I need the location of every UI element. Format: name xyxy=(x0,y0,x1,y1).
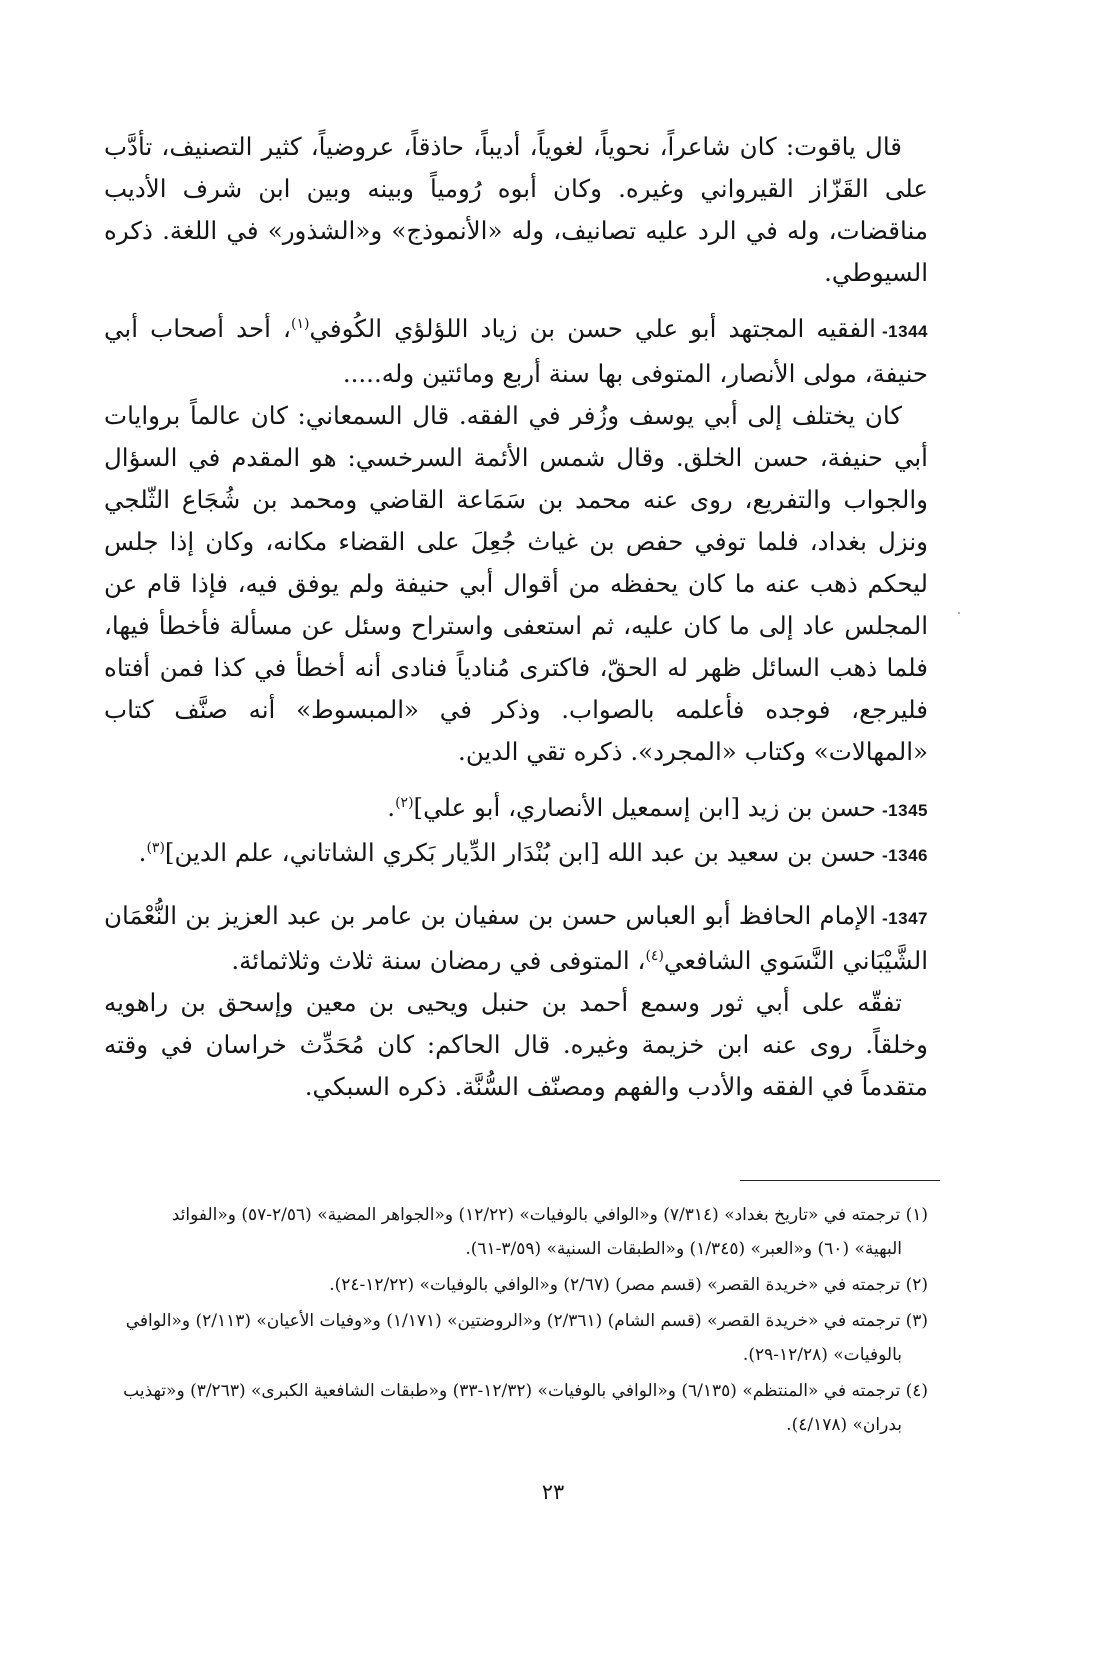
main-text xyxy=(104,126,928,1108)
paragraph-intro: قال ياقوت: كان شاعراً، نحوياً، لغوياً، أديباً، حاذقاً، عروضياً، كثير التصنيف، تأدَّب على القَزّاز القيرواني وغيره. وكان أبوه رُومياً وبينه وبين ابن شرف الأديب مناقضات، وله في الرد عليه تصانيف، وله «الأنموذج» و«الشذور» في اللغة. ذكره السيوطي. xyxy=(104,132,928,287)
footnote-2 xyxy=(104,1268,928,1302)
footnotes xyxy=(104,1198,928,1444)
entry-heading: حسن بن سعيد بن عبد الله [ابن بُنْدَار الدِّيار بَكري الشاتاني، علم الدين] xyxy=(164,838,876,867)
footnote-ref[interactable]: (٤) xyxy=(645,947,664,964)
entry-1347 xyxy=(104,895,928,982)
footnote-4 xyxy=(104,1374,928,1442)
footnote-3-continuation: بالوفيات» (١٢/٢٨-٢٩). xyxy=(742,1345,902,1365)
entry-heading: حسن بن زيد [ابن إسمعيل الأنصاري، أبو علي] xyxy=(413,793,876,822)
entry-1344 xyxy=(104,308,928,395)
footnote-4-continuation: بدران» (٤/١٧٨). xyxy=(786,1415,902,1435)
entry-1345 xyxy=(104,787,928,832)
entry-number: 1347 - xyxy=(882,898,928,940)
entry-heading: الإمام الحافظ أبو العباس حسن بن سفيان بن عامر بن عبد العزيز بن النُّعْمَان الشَّيْبَاني النَّسَوي الشافعي xyxy=(104,901,928,975)
footnote-ref[interactable]: (٣) xyxy=(146,839,165,856)
entry-1346 xyxy=(104,832,928,877)
footnote-ref[interactable]: (٢) xyxy=(395,794,414,811)
entry-heading-rest: ، أحد أصحاب أبي حنيفة، مولى الأنصار، المتوفى بها سنة أربع ومائتين وله..... xyxy=(104,314,928,388)
footnote-4-line: (٤) ترجمته في «المنتظم» (٦/١٣٥) و«الوافي بالوفيات» (١٢/٣٢-٣٣) و«طبقات الشافعية الكبرى» (٣/٢٦٣) و«تهذيب xyxy=(123,1381,928,1401)
footnote-3 xyxy=(104,1304,928,1372)
paragraph-1344: كان يختلف إلى أبي يوسف وزُفر في الفقه. قال السمعاني: كان عالماً بروايات أبي حنيفة، حسن الخلق. وقال شمس الأئمة السرخسي: هو المقدم في السؤال والجواب والتفريع، روى عنه محمد بن سَمَاعة القاضي ومحمد بن شُجَاع الثّلجي ونزل بغداد، فلما توفي حفص بن غياث جُعِلَ على القضاء مكانه، وكان إذا جلس ليحكم ذهب عنه ما كان يحفظه من أقوال أبي حنيفة ولم يوفق فيه، فإذا قام عن المجلس عاد إلى ما كان عليه، ثم استعفى واستراح وسئل عن مسألة فأخطأ فيها، فلما ذهب السائل ظهر له الحقّ، فاكترى مُنادياً فنادى أنه أخطأ في كذا فمن أفتاه فليرجع، فوجده فأعلمه بالصواب. وذكر في «المبسوط» أنه صنَّف كتاب «المهالات» وكتاب «المجرد». ذكره تقي الدين. xyxy=(104,401,928,766)
entry-heading-rest: . xyxy=(138,838,147,867)
entry-number: 1346 - xyxy=(882,835,928,877)
paragraph-1347: تفقّه على أبي ثور وسمع أحمد بن حنبل ويحيى بن معين وإسحق بن راهويه وخلقاً. روى عنه ابن خزيمة وغيره. قال الحاكم: كان مُحَدِّث خراسان في وقته متقدماً في الفقه والأدب والفهم ومصنّف السُّنَّة. ذكره السبكي. xyxy=(104,988,928,1101)
footnote-1-continuation: البهية» (٦٠) و«العبر» (١/٣٤٥) و«الطبقات السنية» (٣/٥٩-٦١). xyxy=(465,1239,902,1259)
entry-heading: الفقيه المجتهد أبو علي حسن بن زياد اللؤلؤي الكُوفي xyxy=(309,314,876,343)
spacer xyxy=(104,877,928,895)
footnote-separator xyxy=(740,1180,940,1181)
entry-number: 1344 - xyxy=(882,311,928,353)
footnote-2-line: (٢) ترجمته في «خريدة القصر» (قسم مصر) (٢/٦٧) و«الوافي بالوفيات» (١٢/٢٢-٢٤). xyxy=(329,1275,928,1295)
scan-speck xyxy=(958,612,960,614)
footnote-1 xyxy=(104,1198,928,1266)
footnote-1-line: (١) ترجمته في «تاريخ بغداد» (٧/٣١٤) و«الوافي بالوفيات» (١٢/٢٢) و«الجواهر المضية» (٢/٥٦-٥٧) و«الفوائد xyxy=(171,1205,928,1225)
footnote-3-line: (٣) ترجمته في «خريدة القصر» (قسم الشام) (٢/٣٦١) و«الروضتين» (١/١٧١) و«وفيات الأعيان» (٢/١١٣) و«الوافي xyxy=(125,1311,928,1331)
page-number: ٢٣ xyxy=(541,1480,565,1504)
entry-heading-rest: . xyxy=(387,793,396,822)
footnote-ref[interactable]: (١) xyxy=(290,315,310,332)
entry-number: 1345 - xyxy=(882,790,928,832)
entry-heading-rest: ، المتوفى في رمضان سنة ثلاث وثلاثمائة. xyxy=(231,946,646,975)
